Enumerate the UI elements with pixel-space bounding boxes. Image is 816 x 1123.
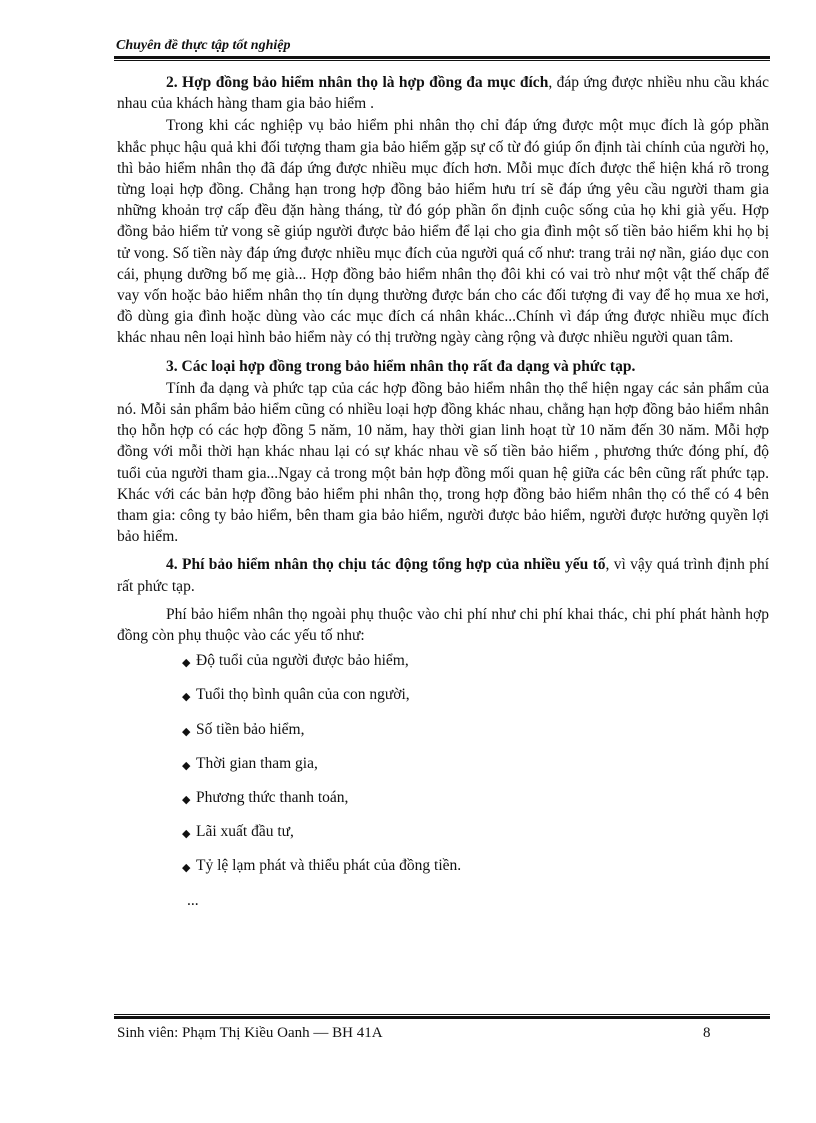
list-item: ◆ Phương thức thanh toán, <box>117 787 769 821</box>
page-number: 8 <box>703 1025 711 1041</box>
page-header-title: Chuyên đề thực tập tốt nghiệp <box>116 38 291 53</box>
section-2-heading-rest: , đáp ứng được nhiều nhu cầu khác nhau của khách hàng tham gia bảo hiểm . <box>117 74 769 113</box>
diamond-bullet-icon: ◆ <box>182 759 191 772</box>
document-body <box>117 72 769 911</box>
section-4-paragraph: Phí bảo hiểm nhân thọ ngoài phụ thuộc vào chi phí như chi phí khai thác, chi phí phát hành hợp đồng còn phụ thuộc vào các yếu tố như: <box>117 605 769 645</box>
diamond-bullet-icon: ◆ <box>182 828 191 841</box>
diamond-bullet-icon: ◆ <box>182 657 191 670</box>
section-3-paragraph: Tính đa dạng và phức tạp của các hợp đồng bảo hiểm nhân thọ thể hiện ngay các sản phẩm của nó. Mỗi sản phẩm bảo hiểm cũng có nhiều loại hợp đồng khác nhau, chẳng hạn hợp đồng bảo hiểm nhân thọ hỗn hợp có các hợp đồng 5 năm, 10 năm, hay thời gian linh hoạt từ 10 năm đến 30 năm. Mỗi hợp đồng với mỗi thời hạn khác nhau lại có sự khác nhau về số tiền bảo hiểm , phương thức đóng phí, độ tuổi của người tham gia...Ngay cả trong một bản hợp đồng mối quan hệ giữa các bên cũng rất phức tạp. Khác với các bản hợp đồng bảo hiểm phi nhân thọ, trong hợp đồng bảo hiểm nhân thọ có thể có 4 bên tham gia: công ty bảo hiểm, bên tham gia bảo hiểm, người được bảo hiểm, người được hưởng quyền lợi bảo hiểm. <box>117 379 769 546</box>
footer-student: Sinh viên: Phạm Thị Kiều Oanh — BH 41A <box>117 1025 383 1041</box>
header-rule-thin <box>114 60 770 61</box>
factor-list <box>117 650 769 889</box>
section-4-heading-rest: , vì vậy quá trình định phí rất phức tạp. <box>117 556 770 595</box>
section-3-heading <box>117 356 769 377</box>
diamond-bullet-icon: ◆ <box>182 725 191 738</box>
diamond-bullet-icon: ◆ <box>182 691 191 704</box>
header-rule <box>114 56 770 59</box>
section-2-paragraph: Trong khi các nghiệp vụ bảo hiểm phi nhân thọ chỉ đáp ứng được một mục đích là góp phần khắc phục hậu quả khi đối tượng tham gia bảo hiểm gặp sự cố từ đó giúp ổn định tài chính của người họ, thì bảo hiểm nhân thọ đã đáp ứng được nhiều mục đích hơn. Mỗi mục đích được thể hiện khá rõ trong từng loại hợp đồng. Chẳng hạn trong hợp đồng bảo hiểm hưu trí sẽ đáp ứng yêu cầu người tham gia những khoản trợ cấp đều đặn hàng tháng, từ đó góp phần ổn định cuộc sống của họ khi già yếu. Hợp đồng bảo hiểm tử vong sẽ giúp người được bảo hiểm để lại cho gia đình một số tiền bảo hiểm khi họ bị tử vong. Số tiền này đáp ứng được nhiều mục đích của người quá cố như: trang trải nợ nần, giáo dục con cái, phụng dưỡng bố mẹ già... Hợp đồng bảo hiểm nhân thọ đôi khi có vai trò như một vật thế chấp để vay vốn hoặc bảo hiểm nhân thọ tín dụng thường được bán cho các đối tượng đi vay để họ mua xe hơi, đồ dùng gia đình hoặc dùng vào các mục đích cá nhân khác...Chính vì đáp ứng được nhiều mục đích khác nhau nên loại hình bảo hiểm này có thị trường ngày càng rộng và được nhiều người quan tâm. <box>117 117 769 347</box>
list-item: ◆ Lãi xuất đầu tư, <box>117 821 769 855</box>
footer-rule-thin <box>114 1014 770 1015</box>
list-item: ◆ Độ tuổi của người được bảo hiểm, <box>117 650 769 684</box>
section-3-heading-bold: 3. Các loại hợp đồng trong bảo hiểm nhân thọ rất đa dạng và phức tạp. <box>166 357 636 375</box>
section-4-heading-bold: 4. Phí bảo hiểm nhân thọ chịu tác động tổng hợp của nhiều yếu tố <box>166 556 606 574</box>
list-item: ◆ Thời gian tham gia, <box>117 753 769 787</box>
section-4-heading <box>117 554 769 596</box>
diamond-bullet-icon: ◆ <box>182 862 191 875</box>
diamond-bullet-icon: ◆ <box>182 794 191 807</box>
list-item: ◆ Tuổi thọ bình quân của con người, <box>117 684 769 718</box>
section-2-heading-bold: 2. Hợp đồng bảo hiểm nhân thọ là hợp đồng đa mục đích <box>166 74 549 91</box>
section-2-heading <box>117 72 769 114</box>
list-item: ◆ Tỷ lệ lạm phát và thiểu phát của đồng tiền. <box>117 855 769 889</box>
list-ellipsis: ... <box>187 891 199 909</box>
list-item: ◆ Số tiền bảo hiểm, <box>117 719 769 753</box>
footer-rule <box>114 1016 770 1019</box>
